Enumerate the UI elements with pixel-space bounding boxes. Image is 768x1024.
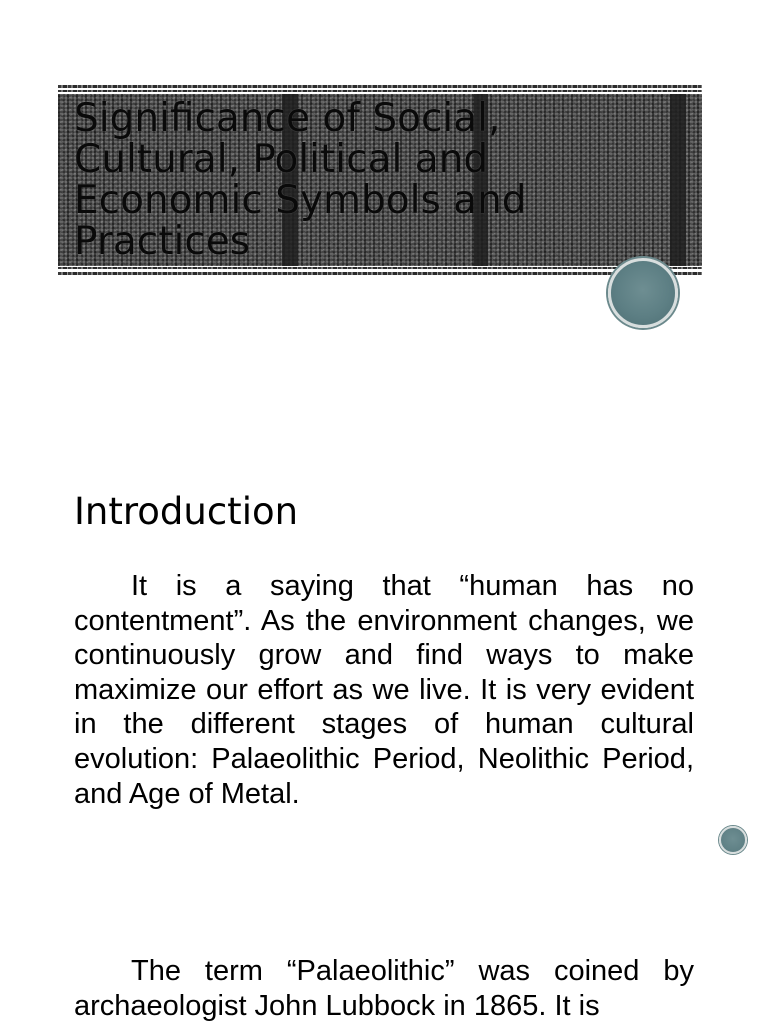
slide-title: Significance of Social, Cultural, Political and Economic Symbols and Practices	[74, 96, 527, 264]
section-heading: Introduction	[74, 490, 299, 533]
title-banner	[58, 94, 702, 266]
decorative-circle-icon	[608, 258, 678, 328]
intro-paragraph: It is a saying that “human has no contentment”. As the environment changes, we continuously grow and find ways to make maximize our effort as we live. It is very evident in the different stages of human cultural evolution: Palaeolithic Period, Neolithic Period, and Age of Metal.	[74, 570, 694, 810]
banner-top-rule-inner	[58, 90, 702, 92]
banner-stripe	[670, 94, 686, 266]
banner-bottom-rule-inner	[58, 267, 702, 269]
slide-marker-circle-icon	[719, 826, 747, 854]
banner-bottom-rule	[58, 272, 702, 275]
palaeolithic-paragraph: The term “Palaeolithic” was coined by archaeologist John Lubbock in 1865. It is	[74, 955, 694, 1022]
banner-top-rule	[58, 85, 702, 88]
